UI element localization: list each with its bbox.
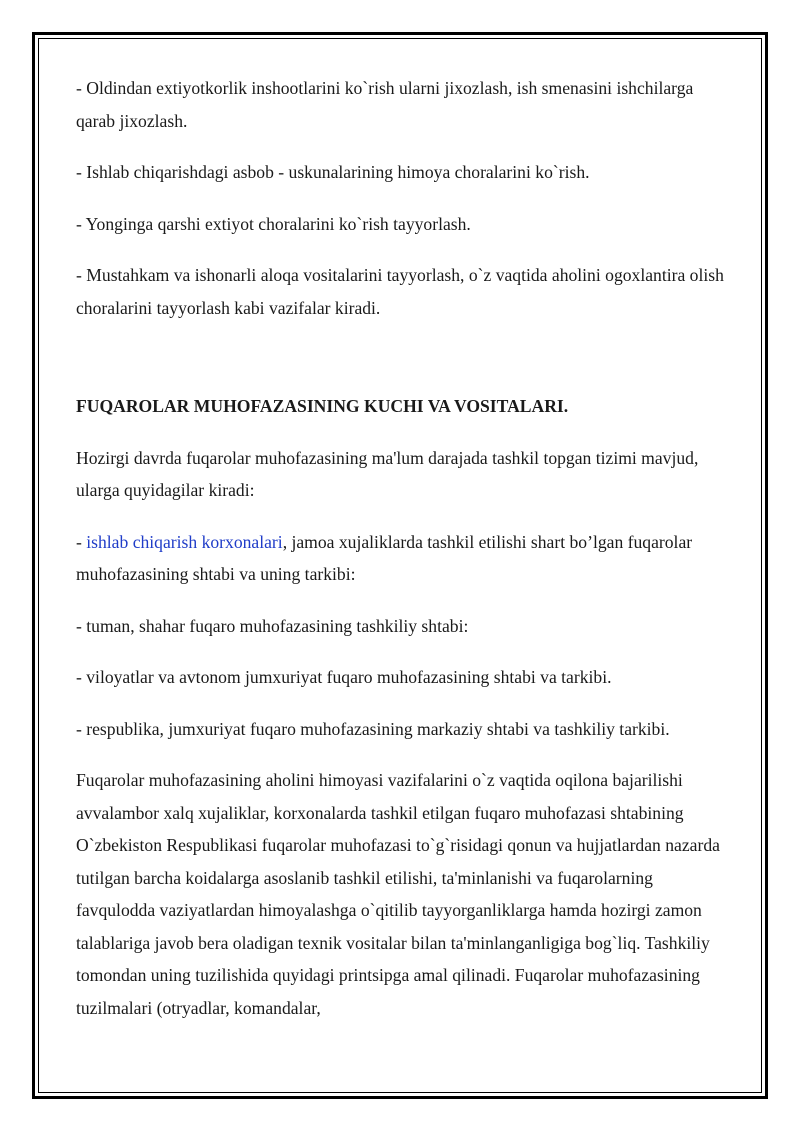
paragraph: - Mustahkam va ishonarli aloqa vositalarini tayyorlash, o`z vaqtida aholini ogoxlantira olish choralarini tayyorlash kabi vazifalar kiradi.	[76, 265, 724, 318]
section-heading: FUQAROLAR MUHOFAZASINING KUCHI VA VOSITALARI.	[76, 396, 569, 416]
paragraph: - Ishlab chiqarishdagi asbob - uskunalarining himoya choralarini ko`rish.	[76, 162, 590, 182]
intro-paragraph: Hozirgi davrda fuqarolar muhofazasining ma'lum darajada tashkil topgan tizimi mavjud, ularga quyidagilar kiradi:	[76, 447, 699, 500]
list-item-text: , jamoa xujaliklarda tashkil etilishi shart bo’lgan fuqarolar muhofazasining shtabi va uning tarkibi:	[76, 531, 693, 584]
paragraph: - Oldindan extiyotkorlik inshootlarini ko`rish ularni jixozlash, ish smenasini ishchilarga qarab jixozlash.	[76, 78, 694, 131]
list-item-linked	[76, 526, 736, 591]
list-prefix: -	[76, 531, 87, 552]
closing-paragraph: Fuqarolar muhofazasining aholini himoyasi vazifalarini o`z vaqtida oqilona bajarilishi avvalambor xalq xujaliklar, korxonalarda tashkil etilgan fuqaro muhofazasi shtabining O`zbekiston Respublikasi fuqarolar muhofazasi to`g`risidagi qonun va hujjatlardan nazarda tutilgan barcha koidalarga asoslanib tashkil etilishi, ta'minlanishi va fuqarolarning favqulodda vaziyatlardan himoyalashga o`qitilib tayyorganliklarga hamda hozirgi zamon talablariga javob bera oladigan texnik vositalar bilan ta'minlanganligiga bog`liq. Tashkiliy tomondan uning tuzilishida quyidagi printsipga amal qilinadi. Fuqarolar muhofazasining tuzilmalari (otryadlar, komandalar,	[76, 770, 720, 1018]
list-item: - tuman, shahar fuqaro muhofazasining tashkiliy shtabi:	[76, 615, 469, 636]
document-body	[76, 72, 736, 1043]
list-item: - viloyatlar va avtonom jumxuriyat fuqaro muhofazasining shtabi va tarkibi.	[76, 667, 612, 687]
paragraph: - Yonginga qarshi extiyot choralarini ko`rish tayyorlash.	[76, 213, 471, 234]
hyperlink[interactable]: ishlab chiqarish korxonalari	[86, 531, 283, 552]
list-item: - respublika, jumxuriyat fuqaro muhofazasining markaziy shtabi va tashkiliy tarkibi.	[76, 718, 670, 739]
